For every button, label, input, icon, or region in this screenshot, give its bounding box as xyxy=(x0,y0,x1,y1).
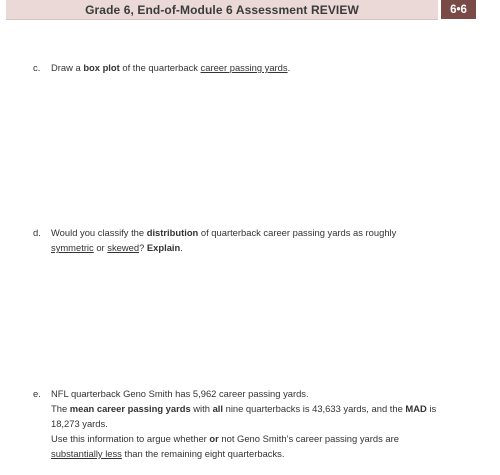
question-text: NFL quarterback Geno Smith has 5,962 career passing yards. The mean career passing yards with all nine quarterbacks is 43,633 yards, and the MAD is 18,273 yards. Use this information to argue whether or not Geno Smith’s career passing yards are substantially less than the remaining eight quarterbacks. xyxy=(51,388,437,459)
module-badge: 6•6 xyxy=(441,0,476,19)
question-letter: d. xyxy=(33,227,41,238)
question-letter: e. xyxy=(33,388,41,399)
question-text: Draw a box plot of the quarterback career passing yards. xyxy=(51,62,291,73)
header-title: Grade 6, End-of-Module 6 Assessment REVIEW xyxy=(85,2,359,17)
question-letter: c. xyxy=(33,62,41,73)
module-header xyxy=(6,0,438,20)
question-text: Would you classify the distribution of quarterback career passing yards as roughly symmetric or skewed? Explain. xyxy=(51,227,397,253)
